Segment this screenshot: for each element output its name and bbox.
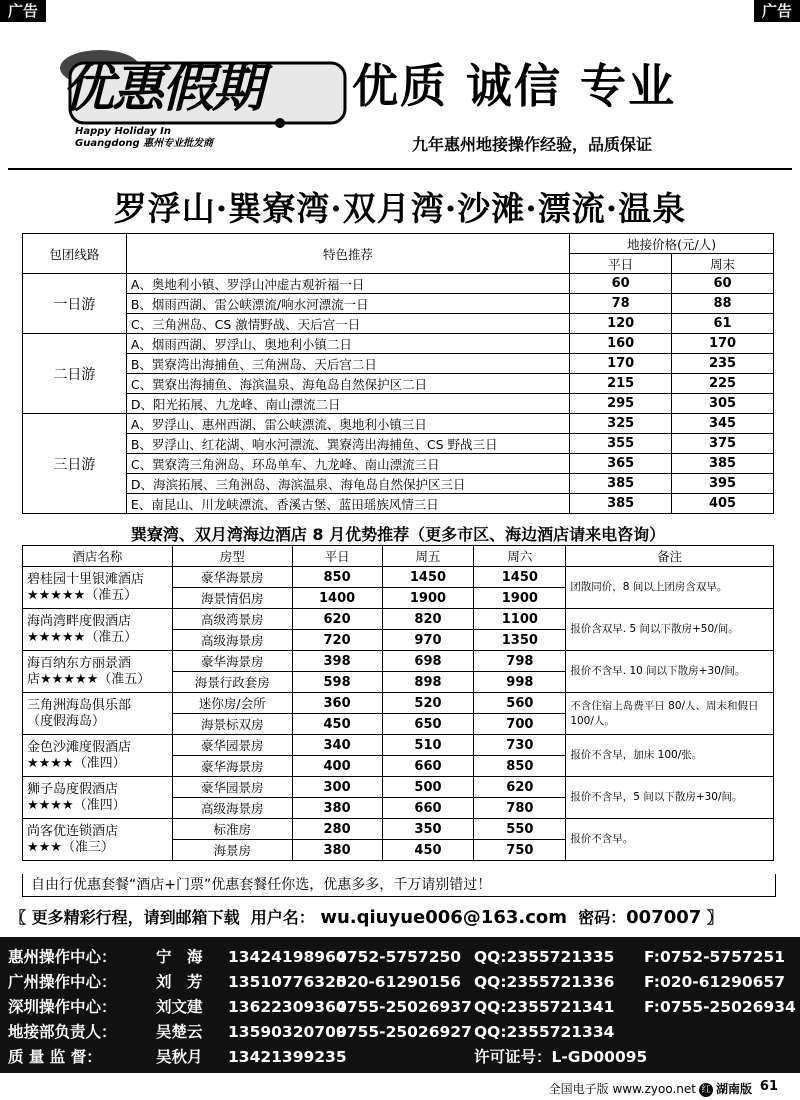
hotel-price-fri: 898 (382, 672, 474, 693)
contact-fax: F:0752-5757251 (644, 948, 786, 966)
hotel-price-weekday: 720 (292, 630, 382, 651)
hotel-note: 报价不含早，5 间以下散房+30/间。 (566, 777, 774, 819)
route-price-weekend: 60 (672, 274, 774, 294)
route-desc: C、三角洲岛、CS 激情野战、天后宫一日 (126, 314, 569, 334)
hotel-note: 报价含双早. 5 间以下散房+50/间。 (566, 609, 774, 651)
hotel-price-weekday: 380 (292, 798, 382, 819)
route-row (23, 374, 774, 394)
hotel-price-fri: 1450 (382, 567, 474, 588)
hotel-row (23, 609, 774, 630)
route-desc: A、奥地利小镇、罗浮山冲虚古观祈福一日 (126, 274, 569, 294)
hotel-price-weekday: 340 (292, 735, 382, 756)
headline: 罗浮山·巽寮湾·双月湾·沙滩·漂流·温泉 (113, 189, 687, 228)
route-price-weekend: 305 (672, 394, 774, 414)
route-row (23, 354, 774, 374)
hotel-room-type: 迷你房/会所 (172, 693, 292, 714)
contact-role: 地接部负责人： (8, 1023, 117, 1041)
hotel-row (23, 735, 774, 756)
hotel-room-type: 海景行政套房 (172, 672, 292, 693)
hotel-room-type: 高级湾景房 (172, 609, 292, 630)
hotel-price-sat: 750 (474, 840, 566, 861)
route-desc: D、阳光拓展、九龙峰、南山漂流二日 (126, 394, 569, 414)
hotel-price-sat: 560 (474, 693, 566, 714)
route-desc: C、巽寮出海捕鱼、海滨温泉、海龟岛自然保护区二日 (126, 374, 569, 394)
route-price-weekend: 225 (672, 374, 774, 394)
sub-slogan: 九年惠州地接操作经验，品质保证 (412, 135, 653, 154)
contact-mobile[interactable]: 13590320709 (228, 1023, 347, 1041)
edition-badge-icon: 红 (699, 1083, 713, 1097)
ad-tag-right: 广告 (754, 0, 800, 22)
contact-mobile[interactable]: 13510776325 (228, 973, 347, 991)
free-travel-offer: 自由行优惠套餐“酒店+门票”优惠套餐任你选，优惠多多，千万请别错过！ (22, 874, 776, 897)
hotel-name: 海百纳东方丽景酒 店★★★★★（准五） (23, 651, 173, 693)
route-price-weekend: 395 (672, 474, 774, 494)
route-price-weekend: 235 (672, 354, 774, 374)
contact-person: 刘文建 (156, 998, 203, 1016)
footer-site: 全国电子版 www.zyoo.net 红 湖南版 (548, 1082, 752, 1096)
route-row (23, 274, 774, 294)
route-group: 三日游 (23, 414, 127, 514)
slogan: 优质 诚信 专业 (352, 59, 677, 113)
hotel-room-type: 海景房 (172, 840, 292, 861)
route-row (23, 294, 774, 314)
hotel-price-fri: 520 (382, 693, 474, 714)
hotel-price-sat: 798 (474, 651, 566, 672)
route-price-weekend: 375 (672, 434, 774, 454)
route-price-weekday: 170 (570, 354, 672, 374)
route-price-weekend: 61 (672, 314, 774, 334)
route-price-weekday: 325 (570, 414, 672, 434)
hotels-header-weekday: 平日 (292, 546, 382, 567)
hotel-price-fri: 660 (382, 798, 474, 819)
page-number: 61 (759, 1079, 778, 1094)
hotel-name: 三角洲海岛俱乐部 （度假海岛） (23, 693, 173, 735)
route-desc: E、南昆山、川龙峡漂流、香溪古堡、蓝田瑶族风情三日 (126, 494, 569, 514)
hotel-price-fri: 450 (382, 840, 474, 861)
download-info: 〖 更多精彩行程，请到邮箱下载 用户名： wu.qiuyue006@163.com 密码：007007 〗 (10, 907, 723, 928)
route-price-weekend: 170 (672, 334, 774, 354)
contact-tel[interactable]: 020-61290156 (336, 973, 462, 991)
route-price-weekday: 215 (570, 374, 672, 394)
hotel-room-type: 标准房 (172, 819, 292, 840)
contact-role: 广州操作中心： (8, 973, 117, 991)
hotel-price-weekday: 300 (292, 777, 382, 798)
hotels-header-note: 备注 (566, 546, 774, 567)
hotel-price-sat: 1100 (474, 609, 566, 630)
routes-header-feature: 特色推荐 (126, 234, 569, 274)
contact-mobile[interactable]: 13622309364 (228, 998, 347, 1016)
hotel-price-weekday: 450 (292, 714, 382, 735)
route-price-weekday: 60 (570, 274, 672, 294)
hotel-room-type: 豪华海景房 (172, 567, 292, 588)
hotel-name: 金色沙滩度假酒店 ★★★★（准四） (23, 735, 173, 777)
hotel-price-weekday: 360 (292, 693, 382, 714)
hotel-price-fri: 698 (382, 651, 474, 672)
routes-header-weekday: 平日 (570, 254, 672, 274)
route-desc: C、巽寮湾三角洲岛、环岛单车、九龙峰、南山漂流三日 (126, 454, 569, 474)
route-row (23, 474, 774, 494)
hotel-price-fri: 660 (382, 756, 474, 777)
hotel-price-weekday: 850 (292, 567, 382, 588)
hotel-price-weekday: 400 (292, 756, 382, 777)
contact-row (8, 1020, 794, 1042)
hotel-room-type: 海景标双房 (172, 714, 292, 735)
contact-role: 深圳操作中心： (8, 998, 117, 1016)
contact-mobile[interactable]: 13421399235 (228, 1048, 347, 1066)
route-desc: A、烟雨西湖、罗浮山、奥地利小镇二日 (126, 334, 569, 354)
logo-title: 优惠假期 (62, 58, 263, 119)
hotel-room-type: 豪华海景房 (172, 756, 292, 777)
contact-tel[interactable]: 0755-25026937 (336, 998, 472, 1016)
route-desc: A、罗浮山、惠州西湖、雷公峡漂流、奥地利小镇三日 (126, 414, 569, 434)
route-price-weekend: 405 (672, 494, 774, 514)
contact-qq: QQ:2355721336 (474, 973, 615, 991)
ad-tag-left: 广告 (0, 0, 46, 22)
hotel-note: 报价不含早. 10 间以下散房+30/间。 (566, 651, 774, 693)
hotel-room-type: 高级海景房 (172, 798, 292, 819)
hotel-price-sat: 780 (474, 798, 566, 819)
hotel-section-title: 巽寮湾、双月湾海边酒店 8 月优势推荐（更多市区、海边酒店请来电咨询） (130, 525, 666, 544)
hotel-name: 尚客优连锁酒店 ★★★（准三） (23, 819, 173, 861)
hotel-price-weekday: 1400 (292, 588, 382, 609)
hotel-price-fri: 510 (382, 735, 474, 756)
contact-person: 吴秋月 (156, 1048, 203, 1066)
contacts-panel (0, 937, 800, 1073)
hotel-price-weekday: 280 (292, 819, 382, 840)
hotel-price-sat: 1350 (474, 630, 566, 651)
contact-row (8, 1045, 800, 1067)
route-price-weekday: 385 (570, 474, 672, 494)
route-price-weekend: 345 (672, 414, 774, 434)
hotel-name: 狮子岛度假酒店 ★★★★（准四） (23, 777, 173, 819)
page-footer (0, 1074, 800, 1100)
route-desc: B、罗浮山、红花湖、响水河漂流、巽寮湾出海捕鱼、CS 野战三日 (126, 434, 569, 454)
hotel-price-weekday: 380 (292, 840, 382, 861)
hotel-room-type: 豪华海景房 (172, 651, 292, 672)
hotel-price-weekday: 598 (292, 672, 382, 693)
hotel-price-sat: 998 (474, 672, 566, 693)
contact-fax: F:0755-25026934 (644, 998, 796, 1016)
logo-subtitle: Happy Holiday In Guangdong 惠州专业批发商 (75, 126, 214, 149)
hotel-price-fri: 650 (382, 714, 474, 735)
routes-table (22, 233, 774, 514)
hotel-row (23, 693, 774, 714)
contact-person: 吴楚云 (156, 1023, 203, 1041)
hotels-header-name: 酒店名称 (23, 546, 173, 567)
routes-header-route: 包团线路 (23, 234, 127, 274)
contact-role: 惠州操作中心： (8, 948, 117, 966)
routes-header-price: 地接价格(元/人) (570, 234, 774, 254)
route-group: 二日游 (23, 334, 127, 414)
hotel-price-weekday: 398 (292, 651, 382, 672)
hotel-price-weekday: 620 (292, 609, 382, 630)
contact-fax: F:020-61290657 (644, 973, 786, 991)
route-price-weekend: 88 (672, 294, 774, 314)
hotel-row (23, 819, 774, 840)
hotel-price-sat: 1450 (474, 567, 566, 588)
contact-tel[interactable]: 0755-25026927 (336, 1023, 472, 1041)
contact-qq: QQ:2355721335 (474, 948, 615, 966)
hotels-table (22, 545, 774, 861)
route-row (23, 414, 774, 434)
route-row (23, 334, 774, 354)
route-price-weekday: 385 (570, 494, 672, 514)
hotel-note: 报价不含早。 (566, 819, 774, 861)
hotel-note: 团散同价，8 间以上团房含双早。 (566, 567, 774, 609)
contact-person: 刘 芳 (156, 973, 203, 991)
contact-qq: 许可证号：L-GD00095 (474, 1048, 648, 1066)
hotel-price-sat: 850 (474, 756, 566, 777)
route-desc: B、烟雨西湖、雷公峡漂流/响水河漂流一日 (126, 294, 569, 314)
hotel-note: 报价不含早，加床 100/张。 (566, 735, 774, 777)
hotel-row (23, 777, 774, 798)
route-row (23, 314, 774, 334)
routes-header-weekend: 周末 (672, 254, 774, 274)
hotel-name: 碧桂园十里银滩酒店 ★★★★★（准五） (23, 567, 173, 609)
hotel-room-type: 豪华园景房 (172, 735, 292, 756)
hotel-price-sat: 730 (474, 735, 566, 756)
contact-row (8, 995, 794, 1017)
hotel-price-fri: 820 (382, 609, 474, 630)
route-row (23, 494, 774, 514)
hotel-price-sat: 550 (474, 819, 566, 840)
route-price-weekday: 78 (570, 294, 672, 314)
route-price-weekday: 365 (570, 454, 672, 474)
contact-person: 宁 海 (156, 948, 203, 966)
divider (8, 168, 792, 170)
contact-mobile[interactable]: 13424198964 (228, 948, 347, 966)
hotel-name: 海尚湾畔度假酒店 ★★★★★（准五） (23, 609, 173, 651)
route-row (23, 394, 774, 414)
hotel-price-fri: 500 (382, 777, 474, 798)
route-price-weekday: 160 (570, 334, 672, 354)
route-group: 一日游 (23, 274, 127, 334)
contact-role: 质 量 监 督： (8, 1048, 102, 1066)
route-desc: B、巽寮湾出海捕鱼、三角洲岛、天后宫二日 (126, 354, 569, 374)
contact-row (8, 945, 794, 967)
hotel-price-sat: 1900 (474, 588, 566, 609)
route-row (23, 454, 774, 474)
route-price-weekend: 385 (672, 454, 774, 474)
hotel-price-fri: 350 (382, 819, 474, 840)
hotel-price-sat: 620 (474, 777, 566, 798)
contact-row (8, 970, 794, 992)
hotel-note: 不含住宿上岛费平日 80/人、周末和假日 100/人。 (566, 693, 774, 735)
route-desc: D、海滨拓展、三角洲岛、海滨温泉、海龟岛自然保护区三日 (126, 474, 569, 494)
route-price-weekday: 355 (570, 434, 672, 454)
hotel-row (23, 567, 774, 588)
hotels-header-room: 房型 (172, 546, 292, 567)
hotel-room-type: 高级海景房 (172, 630, 292, 651)
hotel-room-type: 豪华园景房 (172, 777, 292, 798)
contact-qq: QQ:2355721341 (474, 998, 615, 1016)
route-price-weekday: 295 (570, 394, 672, 414)
hotel-room-type: 海景情侣房 (172, 588, 292, 609)
hotel-price-sat: 700 (474, 714, 566, 735)
hotels-header-fri: 周五 (382, 546, 474, 567)
hotels-header-sat: 周六 (474, 546, 566, 567)
contact-tel[interactable]: 0752-5757250 (336, 948, 462, 966)
hotel-price-fri: 1900 (382, 588, 474, 609)
route-price-weekday: 120 (570, 314, 672, 334)
hotel-row (23, 651, 774, 672)
hotel-price-fri: 970 (382, 630, 474, 651)
route-row (23, 434, 774, 454)
contact-qq: QQ:2355721334 (474, 1023, 615, 1041)
email-link[interactable]: wu.qiuyue006@163.com (320, 907, 567, 928)
